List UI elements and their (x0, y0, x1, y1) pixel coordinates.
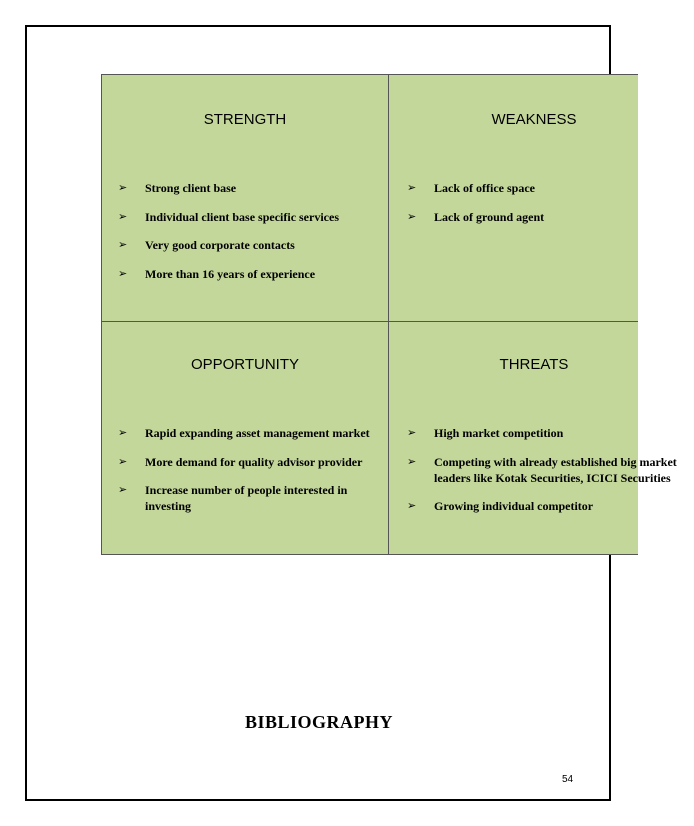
arrow-bullet-icon: ➢ (407, 454, 417, 468)
arrow-bullet-icon: ➢ (407, 426, 417, 439)
weakness-list (407, 180, 544, 237)
list-item-text: Increase number of people interested in investing (145, 483, 348, 513)
opportunity-cell (102, 322, 388, 556)
weakness-heading: WEAKNESS (491, 111, 577, 128)
list-item-text: More demand for quality advisor provider (145, 454, 363, 469)
list-item-text: Competing with already established big market leaders like Kotak Securities, ICICI Securities (434, 454, 677, 485)
arrow-bullet-icon: ➢ (118, 181, 128, 194)
arrow-bullet-icon: ➢ (407, 209, 417, 223)
list-item (118, 454, 377, 470)
threats-cell (389, 322, 677, 556)
list-item-text: Rapid expanding asset management market (145, 426, 370, 440)
opportunity-heading: OPPORTUNITY (190, 356, 300, 373)
list-item (407, 425, 694, 441)
arrow-bullet-icon: ➢ (118, 454, 128, 468)
list-item (407, 454, 694, 486)
list-item (407, 209, 544, 225)
arrow-bullet-icon: ➢ (118, 426, 128, 439)
arrow-bullet-icon: ➢ (118, 266, 128, 280)
swot-table (101, 74, 677, 555)
list-item (118, 180, 339, 196)
weakness-cell (389, 75, 659, 321)
arrow-bullet-icon: ➢ (118, 209, 128, 223)
list-item-text: Individual client base specific services (145, 209, 339, 224)
list-item (118, 482, 377, 514)
list-item (407, 180, 544, 196)
page-number: 54 (562, 774, 574, 785)
list-item-text: High market competition (434, 426, 564, 440)
list-item (118, 266, 339, 282)
list-item-text: Lack of office space (434, 181, 535, 195)
list-item-text: Lack of ground agent (434, 209, 545, 224)
arrow-bullet-icon: ➢ (118, 483, 128, 496)
bibliography-heading: BIBLIOGRAPHY (244, 712, 394, 732)
list-item (118, 209, 339, 225)
list-item-text: Growing individual competitor (434, 499, 594, 513)
list-item (118, 237, 339, 253)
arrow-bullet-icon: ➢ (407, 181, 417, 194)
list-item (118, 425, 377, 441)
list-item (407, 498, 694, 514)
strength-list (118, 180, 339, 294)
list-item-text: Strong client base (145, 181, 237, 195)
threats-list (407, 425, 694, 527)
arrow-bullet-icon: ➢ (118, 238, 128, 251)
threats-heading: THREATS (499, 356, 569, 373)
list-item-text: Very good corporate contacts (145, 238, 295, 252)
strength-heading: STRENGTH (203, 111, 287, 128)
arrow-bullet-icon: ➢ (407, 499, 417, 512)
strength-cell (102, 75, 388, 321)
list-item-text: More than 16 years of experience (145, 266, 316, 281)
opportunity-list (118, 425, 377, 527)
